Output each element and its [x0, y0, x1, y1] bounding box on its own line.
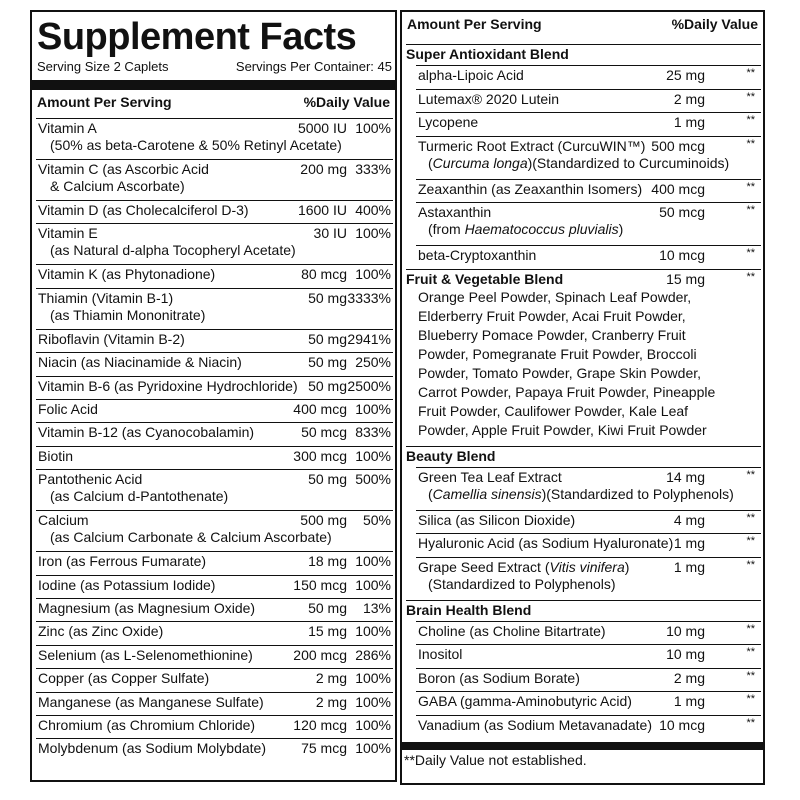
- ingredient-dv-mark: **: [746, 716, 755, 729]
- ingredient-amount: 10 mcg: [659, 716, 705, 733]
- ingredient-row: [416, 202, 761, 246]
- nutrient-name: Magnesium (as Magnesium Oxide): [38, 600, 256, 616]
- ingredient-dv-mark: **: [746, 558, 755, 571]
- nutrient-row: [36, 551, 393, 575]
- nutrient-dv: 13%: [362, 600, 391, 616]
- nutrient-dv: 100%: [355, 576, 391, 593]
- nutrient-name: Vitamin A: [38, 120, 97, 136]
- ingredient-row: [416, 668, 761, 693]
- nutrient-row: [36, 200, 393, 224]
- ingredient-row: [416, 557, 761, 601]
- nutrient-amount: 500 mg: [300, 512, 347, 529]
- ingredient-name: alpha-Lipoic Acid: [418, 67, 524, 83]
- fruit-vegetable-ingredients: [418, 288, 718, 440]
- nutrient-amount: 150 mcg: [293, 576, 347, 593]
- nutrient-amount: 50 mcg: [301, 424, 347, 441]
- blend-header: [406, 600, 761, 621]
- nutrient-dv: 100%: [355, 623, 391, 640]
- nutrient-name: Iron (as Ferrous Fumarate): [38, 553, 207, 570]
- ingredient-dv-mark: **: [746, 669, 755, 682]
- nutrient-dv: 3333%: [347, 289, 391, 306]
- nutrient-dv: 100%: [355, 670, 391, 687]
- nutrient-source: (as Natural d-alpha Tocopheryl Acetate): [50, 242, 296, 259]
- ingredient-list-line: Blueberry Pomace Powder, Cranberry Fruit: [418, 326, 686, 343]
- nutrient-name: Vitamin K (as Phytonadione): [38, 266, 216, 283]
- ingredient-dv-mark: **: [746, 114, 755, 126]
- nutrient-dv: 833%: [355, 424, 391, 441]
- ingredient-name: Choline (as Choline Bitartrate): [418, 622, 606, 639]
- ingredient-name: Inositol: [418, 646, 463, 662]
- ingredient-dv-mark: **: [746, 646, 755, 658]
- nutrient-row: [36, 118, 393, 160]
- nutrient-amount: 200 mcg: [293, 646, 347, 663]
- blend-header: [406, 269, 761, 290]
- nutrient-dv: 100%: [355, 553, 391, 570]
- ingredient-amount: 2 mg: [673, 90, 705, 107]
- ingredient-row: [416, 179, 761, 204]
- ingredient-dv-mark: **: [746, 693, 755, 705]
- ingredient-row: [416, 510, 761, 535]
- nutrient-row: [36, 223, 393, 265]
- divider-thick: [32, 80, 395, 90]
- serving-info: [37, 59, 392, 74]
- nutrient-amount: 300 mcg: [293, 447, 347, 464]
- ingredient-name: Vanadium (as Sodium Metavanadate): [418, 716, 652, 733]
- nutrient-dv: 250%: [355, 354, 391, 371]
- ingredient-dv-mark: **: [746, 535, 755, 547]
- nutrient-name: Vitamin C (as Ascorbic Acid: [38, 161, 209, 177]
- nutrient-row: [36, 715, 393, 739]
- ingredient-row: [416, 467, 761, 511]
- ingredient-amount: 10 mg: [666, 646, 705, 662]
- serving-size: Serving Size 2 Caplets: [37, 59, 169, 74]
- nutrient-row: [36, 668, 393, 692]
- ingredient-amount: 10 mg: [666, 622, 705, 639]
- ingredient-source: (from Haematococcus pluvialis): [428, 221, 624, 237]
- amount-header-right: Amount Per Serving: [407, 16, 542, 32]
- nutrient-row: [36, 352, 393, 376]
- nutrient-amount: 50 mg: [308, 600, 347, 616]
- blend-name: Fruit & Vegetable Blend: [406, 270, 564, 287]
- amount-header: Amount Per Serving: [37, 94, 172, 110]
- nutrient-amount: 200 mg: [300, 161, 347, 177]
- ingredient-amount: 50 mcg: [659, 204, 705, 220]
- ingredient-name: Hyaluronic Acid (as Sodium Hyaluronate): [418, 535, 674, 551]
- nutrient-name: Folic Acid: [38, 401, 98, 417]
- nutrient-row: [36, 376, 393, 400]
- nutrient-dv: 333%: [355, 161, 391, 177]
- ingredient-dv-mark: **: [746, 137, 755, 150]
- nutrient-name: Chromium (as Chromium Chloride): [38, 717, 256, 733]
- ingredient-amount: 25 mg: [666, 67, 705, 83]
- blend-name: Super Antioxidant Blend: [406, 46, 569, 62]
- nutrient-row: [36, 264, 393, 288]
- blend-header: [406, 44, 761, 65]
- blend-name: Beauty Blend: [406, 447, 496, 464]
- ingredient-source: (Camellia sinensis)(Standardized to Polyphenols): [428, 485, 734, 502]
- ingredient-row: [416, 621, 761, 646]
- ingredient-row: [416, 65, 761, 90]
- column-header-right: [407, 16, 758, 32]
- blend-amount: 15 mg: [666, 270, 705, 287]
- ingredient-name: Turmeric Root Extract (CurcuWIN™): [418, 137, 646, 154]
- nutrient-amount: 120 mcg: [293, 717, 347, 733]
- ingredient-row: [416, 245, 761, 270]
- nutrient-name: Vitamin D (as Cholecalciferol D-3): [38, 202, 249, 218]
- nutrient-name: Vitamin E: [38, 225, 98, 242]
- nutrient-row: [36, 446, 393, 470]
- ingredient-list-line: Carrot Powder, Papaya Fruit Powder, Pineapple: [418, 383, 716, 400]
- dv-header: %Daily Value: [303, 94, 390, 110]
- ingredient-name: Silica (as Silicon Dioxide): [418, 511, 576, 528]
- nutrient-source: (50% as beta-Carotene & 50% Retinyl Acetate): [50, 137, 342, 153]
- nutrient-row: [36, 159, 393, 201]
- ingredient-row: [416, 89, 761, 114]
- nutrient-dv: 2941%: [347, 330, 391, 347]
- ingredient-name: Green Tea Leaf Extract: [418, 468, 562, 485]
- nutrient-amount: 2 mg: [315, 693, 347, 710]
- nutrient-name: Manganese (as Manganese Sulfate): [38, 693, 264, 710]
- ingredient-row: [416, 644, 761, 669]
- nutrient-amount: 1600 IU: [297, 202, 347, 218]
- nutrient-dv: 100%: [355, 693, 391, 710]
- ingredient-dv-mark: **: [746, 180, 755, 193]
- ingredient-row: [416, 691, 761, 716]
- nutrient-row: [36, 399, 393, 423]
- nutrient-name: Vitamin B-6 (as Pyridoxine Hydrochloride): [38, 377, 298, 394]
- nutrient-row: [36, 621, 393, 645]
- ingredient-list-line: Powder, Pomegranate Fruit Powder, Broccoli: [418, 345, 697, 362]
- nutrient-row: [36, 288, 393, 330]
- divider-thick: [402, 742, 763, 750]
- ingredient-list-line: Elderberry Fruit Powder, Acai Fruit Powder,: [418, 307, 686, 324]
- ingredient-name: Astaxanthin: [418, 204, 492, 220]
- nutrient-amount: 50 mg: [308, 289, 347, 306]
- nutrient-name: Vitamin B-12 (as Cyanocobalamin): [38, 424, 255, 441]
- ingredient-row: [416, 715, 761, 740]
- supplement-facts-right-panel: [400, 10, 765, 785]
- ingredient-amount: 400 mcg: [651, 180, 705, 197]
- ingredient-dv-mark: **: [746, 90, 755, 103]
- ingredient-amount: 500 mcg: [651, 137, 705, 154]
- footnote: **Daily Value not established.: [404, 752, 587, 768]
- ingredient-name: Grape Seed Extract (Vitis vinifera): [418, 558, 630, 575]
- ingredient-row: [416, 112, 761, 137]
- ingredient-list-line: Orange Peel Powder, Spinach Leaf Powder,: [418, 288, 692, 305]
- nutrient-source: (as Calcium d-Pantothenate): [50, 488, 229, 505]
- nutrient-name: Selenium (as L-Selenomethionine): [38, 646, 253, 663]
- ingredient-amount: 1 mg: [673, 693, 705, 709]
- nutrient-name: Calcium: [38, 512, 89, 529]
- nutrient-dv: 100%: [355, 266, 391, 283]
- nutrient-amount: 400 mcg: [293, 401, 347, 417]
- ingredient-name: beta-Cryptoxanthin: [418, 247, 537, 263]
- nutrient-row: [36, 329, 393, 353]
- ingredient-amount: 2 mg: [673, 669, 705, 686]
- nutrient-dv: 100%: [355, 740, 391, 757]
- nutrient-name: Biotin: [38, 447, 74, 464]
- ingredient-dv-mark: **: [746, 468, 755, 481]
- column-header: [37, 94, 390, 110]
- nutrient-amount: 50 mg: [308, 354, 347, 371]
- ingredient-dv-mark: **: [746, 622, 755, 635]
- ingredient-list-line: Powder, Apple Fruit Powder, Kiwi Fruit Powder: [418, 421, 707, 438]
- nutrient-row: [36, 575, 393, 599]
- nutrient-amount: 50 mg: [308, 471, 347, 488]
- nutrient-amount: 2 mg: [315, 670, 347, 687]
- nutrient-dv: 100%: [355, 447, 391, 464]
- blend-dv-mark: **: [746, 270, 755, 283]
- nutrient-name: Niacin (as Niacinamide & Niacin): [38, 354, 242, 371]
- ingredient-amount: 1 mg: [673, 558, 705, 575]
- nutrient-name: Iodine (as Potassium Iodide): [38, 576, 216, 593]
- nutrient-name: Copper (as Copper Sulfate): [38, 670, 210, 687]
- nutrient-dv: 100%: [355, 401, 391, 417]
- ingredient-amount: 10 mcg: [659, 247, 705, 263]
- ingredient-dv-mark: **: [746, 67, 755, 79]
- panel-title: Supplement Facts: [37, 16, 357, 58]
- nutrient-row: [36, 738, 393, 762]
- nutrient-name: Zinc (as Zinc Oxide): [38, 623, 164, 640]
- nutrient-row: [36, 469, 393, 511]
- nutrient-row: [36, 422, 393, 446]
- nutrient-source: & Calcium Ascorbate): [50, 178, 185, 194]
- ingredient-name: Boron (as Sodium Borate): [418, 669, 580, 686]
- nutrient-name: Pantothenic Acid: [38, 471, 143, 488]
- nutrient-amount: 50 mg: [308, 330, 347, 347]
- ingredient-row: [416, 136, 761, 180]
- ingredient-source: (Standardized to Polyphenols): [428, 575, 616, 592]
- ingredient-dv-mark: **: [746, 247, 755, 259]
- nutrient-row: [36, 692, 393, 716]
- nutrient-dv: 100%: [355, 717, 391, 733]
- ingredient-dv-mark: **: [746, 204, 755, 216]
- servings-per-container: Servings Per Container: 45: [235, 59, 392, 74]
- nutrient-row: [36, 510, 393, 552]
- nutrient-dv: 400%: [355, 202, 391, 218]
- nutrient-name: Thiamin (Vitamin B-1): [38, 289, 174, 306]
- ingredient-dv-mark: **: [746, 511, 755, 524]
- ingredient-name: Lycopene: [418, 114, 479, 130]
- ingredient-row: [416, 533, 761, 558]
- nutrient-source: (as Calcium Carbonate & Calcium Ascorbate): [50, 529, 332, 546]
- supplement-facts-left-panel: [30, 10, 397, 782]
- nutrient-amount: 50 mg: [308, 377, 347, 394]
- nutrient-amount: 18 mg: [308, 553, 347, 570]
- nutrient-source: (as Thiamin Mononitrate): [50, 306, 206, 323]
- ingredient-list-line: Fruit Powder, Caulifower Powder, Kale Leaf: [418, 402, 689, 419]
- ingredient-name: GABA (gamma-Aminobutyric Acid): [418, 693, 632, 709]
- nutrient-amount: 30 IU: [313, 225, 347, 242]
- ingredient-list-line: Powder, Tomato Powder, Grape Skin Powder,: [418, 364, 702, 381]
- ingredient-amount: 4 mg: [673, 511, 705, 528]
- nutrient-dv: 100%: [355, 120, 391, 136]
- ingredient-amount: 14 mg: [666, 468, 705, 485]
- ingredient-amount: 1 mg: [673, 114, 705, 130]
- nutrient-amount: 15 mg: [308, 623, 347, 640]
- ingredient-name: Lutemax® 2020 Lutein: [418, 90, 560, 107]
- nutrient-name: Molybdenum (as Sodium Molybdate): [38, 740, 266, 757]
- dv-header-right: %Daily Value: [671, 16, 758, 32]
- nutrient-dv: 50%: [362, 512, 391, 529]
- ingredient-amount: 1 mg: [673, 535, 705, 551]
- nutrient-amount: 5000 IU: [297, 120, 347, 136]
- nutrient-dv: 2500%: [347, 377, 391, 394]
- nutrient-name: Riboflavin (Vitamin B-2): [38, 330, 185, 347]
- ingredient-source: (Curcuma longa)(Standardized to Curcuminoids): [428, 154, 730, 171]
- nutrient-amount: 75 mcg: [301, 740, 347, 757]
- nutrient-amount: 80 mcg: [301, 266, 347, 283]
- nutrient-row: [36, 598, 393, 622]
- nutrient-row: [36, 645, 393, 669]
- nutrient-dv: 286%: [355, 646, 391, 663]
- nutrient-dv: 500%: [355, 471, 391, 488]
- blend-header: [406, 446, 761, 467]
- nutrient-dv: 100%: [355, 225, 391, 242]
- ingredient-name: Zeaxanthin (as Zeaxanthin Isomers): [418, 180, 643, 197]
- blend-name: Brain Health Blend: [406, 601, 532, 618]
